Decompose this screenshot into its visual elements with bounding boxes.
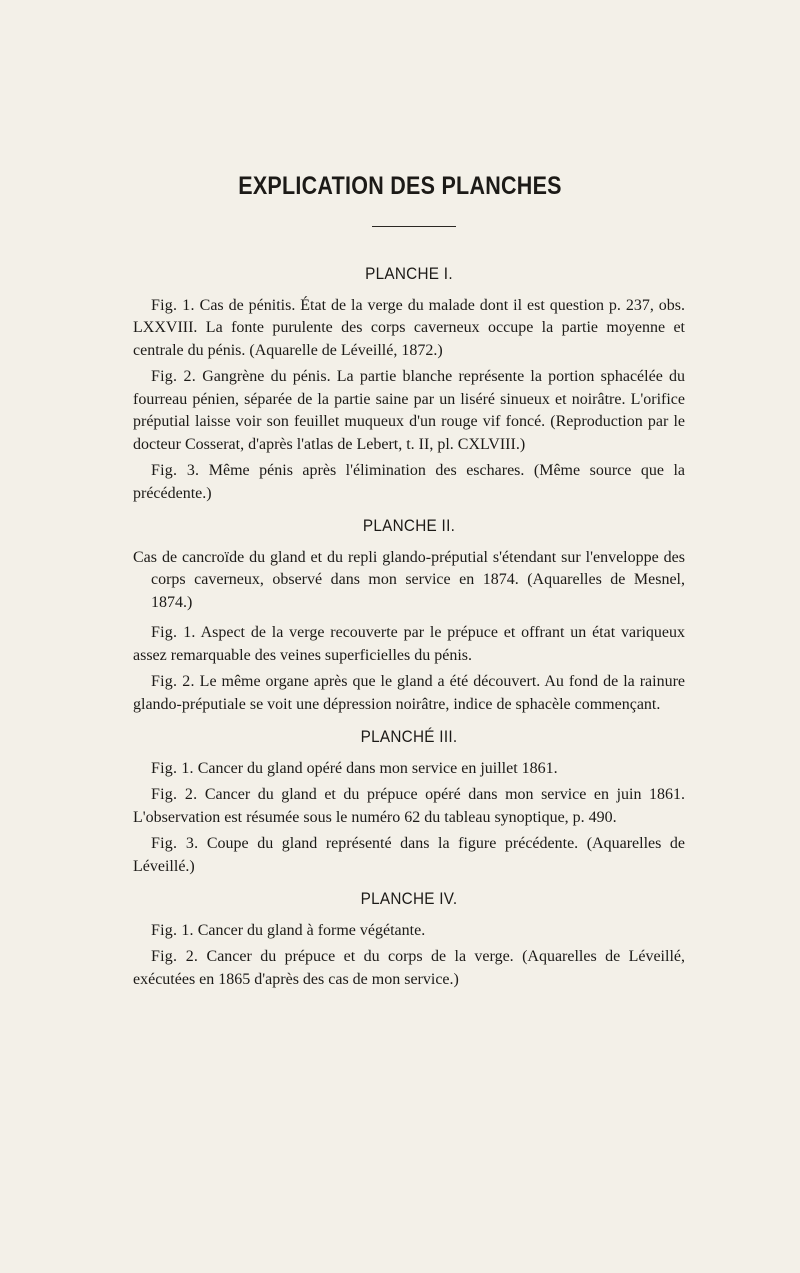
figure-description: Cas de pénitis. État de la verge du malade dont il est question p. 237, obs. LXXVIII. La fonte purulente des corps caverneux occupe la partie moyenne et centrale du pénis. (Aquarelle de Léveillé, 1872.) [133,296,686,359]
figure-caption [133,295,685,363]
figure-caption [133,366,685,456]
figure-caption [133,671,685,716]
figure-description: Cancer du gland et du prépuce opéré dans mon service en juin 1861. L'observation est résumée sous le numéro 62 du tableau synoptique, p. 490. [133,786,685,826]
figure-description: Coupe du gland représenté dans la figure précédente. (Aquarelles de Léveillé.) [133,835,686,875]
figure-description: Même pénis après l'élimination des eschares. (Même source que la précédente.) [133,462,686,502]
figure-caption [133,622,685,667]
figure-label: Fig. 1. [151,624,196,641]
figure-caption [133,920,685,943]
figure-label: Fig. 3. [151,835,199,852]
figure-description: Cancer du gland à forme végétante. [197,921,426,939]
figure-caption [133,833,685,878]
figure-description: Cancer du gland opéré dans mon service en juillet 1861. [197,759,558,777]
plate-heading: PLANCHE II. [362,516,456,535]
plate-heading: PLANCHÉ III. [360,727,458,746]
plate-heading: PLANCHE IV. [360,889,458,908]
title-divider [372,226,456,227]
page-title: EXPLICATION DES PLANCHES [238,172,562,200]
figure-label: Fig. 2. [151,786,198,803]
figure-label: Fig. 2. [151,368,196,385]
figure-description: Cancer du prépuce et du corps de la verge. (Aquarelles de Léveillé, exécutées en 1865 d'après des cas de mon service.) [133,948,685,988]
figure-label: Fig. 1. [151,759,194,777]
figure-label: Fig. 1. [151,921,194,939]
figure-label: Fig. 3. [151,462,200,479]
figure-description: Aspect de la verge recouverte par le prépuce et offrant un état variqueux assez remarquable des veines superficielles du pénis. [133,624,685,664]
figure-caption [133,784,685,829]
figure-label: Fig. 2. [151,673,195,690]
figure-description: Le même organe après que le gland a été découvert. Au fond de la rainure glando-préputiale se voit une dépression noirâtre, indice de sphacèle commençant. [133,673,686,713]
plate-3-section [133,726,685,878]
plate-1-section [133,263,685,505]
figure-caption [133,946,685,991]
figure-description: Gangrène du pénis. La partie blanche représente la portion sphacélée du fourreau pénien, séparée de la partie saine par un liséré sinueux et noirâtre. L'orifice préputial laisse voir son feuillet muqueux d'un rouge vif foncé. (Reproduction par le docteur Cosserat, d'après l'atlas de Lebert, t. II, pl. CXLVIII.) [133,368,686,453]
plate-2-section [133,515,685,716]
plate-intro: Cas de cancroïde du gland et du repli glando-préputial s'étendant sur l'enveloppe des corps caverneux, observé dans mon service en 1874. (Aquarelles de Mesnel, 1874.) [133,548,685,611]
figure-label: Fig. 1. [151,296,195,314]
figure-label: Fig. 2. [151,948,199,965]
plates-explanation [133,263,685,995]
plate-4-section [133,888,685,991]
plate-heading: PLANCHE I. [365,264,453,283]
figure-caption [133,758,685,781]
figure-caption [133,460,685,505]
